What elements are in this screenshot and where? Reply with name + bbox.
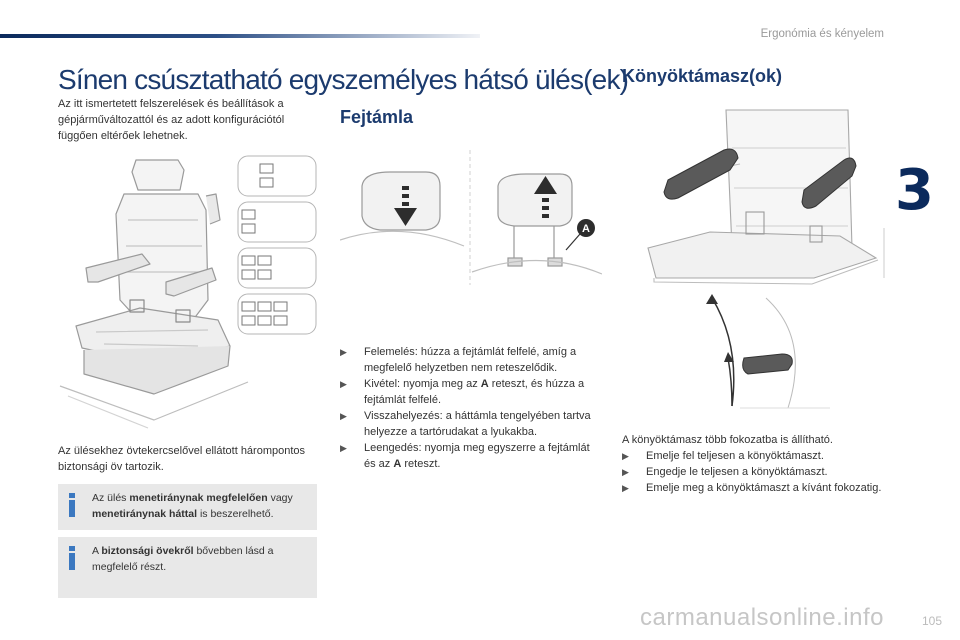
arrow-bullet-icon: ▶ — [622, 483, 629, 493]
info-box-orientation — [58, 484, 317, 530]
intro-text: Az itt ismertetett felszerelések és beállítások a gépjárműváltozattól és az adott konfigurációtól függően eltérőek lehetnek. — [58, 98, 285, 142]
info-box-seatbelt — [58, 537, 317, 598]
armrest-heading: Könyöktámasz(ok) — [622, 66, 783, 86]
watermark: carmanualsonline.info — [640, 604, 884, 631]
info-text: A biztonsági övekről bővebben lásd a megfelelő részt. — [92, 545, 274, 573]
seat-illustration — [58, 150, 320, 432]
arrow-bullet-icon: ▶ — [622, 467, 629, 477]
info-icon — [68, 546, 76, 570]
armrest-illustration — [640, 108, 890, 418]
list-item: ▶ Leengedés: nyomja meg egyszerre a fejtámlát és az A reteszt. — [340, 442, 590, 470]
armrest-instructions — [622, 448, 884, 496]
list-item: ▶ Emelje meg a könyöktámaszt a kívánt fokozatig. — [622, 482, 882, 494]
list-item: ▶ Felemelés: húzza a fejtámlát felfelé, amíg a megfelelő helyzetben nem reteszelődik. — [340, 346, 577, 374]
section-title: Ergonómia és kényelem — [760, 28, 884, 40]
arrow-bullet-icon: ▶ — [340, 347, 347, 357]
headrest-instructions — [340, 344, 602, 472]
info-text: Az ülés menetiránynak megfelelően vagy menetiránynak háttal is beszerelhető. — [92, 492, 293, 520]
arrow-bullet-icon: ▶ — [340, 379, 347, 389]
headrest-heading: Fejtámla — [340, 107, 414, 127]
headrest-illustration — [340, 150, 602, 285]
list-item: ▶ Visszahelyezés: a háttámla tengelyében tartva helyezze a tartórudakat a lyukakba. — [340, 410, 591, 438]
info-icon — [68, 493, 76, 517]
armrest-description: A könyöktámasz több fokozatba is állítható. — [622, 434, 833, 446]
arrow-bullet-icon: ▶ — [622, 451, 629, 461]
list-item: ▶ Emelje fel teljesen a könyöktámaszt. — [622, 450, 824, 462]
chapter-number: 3 — [895, 158, 934, 223]
list-item: ▶ Engedje le teljesen a könyöktámaszt. — [622, 466, 828, 478]
arrow-bullet-icon: ▶ — [340, 411, 347, 421]
arrow-bullet-icon: ▶ — [340, 443, 347, 453]
seatbelt-note: Az ülésekhez övtekercselővel ellátott hárompontos biztonsági öv tartozik. — [58, 445, 306, 473]
header-bar — [0, 34, 480, 38]
page-number: 105 — [921, 614, 942, 628]
list-item: ▶ Kivétel: nyomja meg az A reteszt, és húzza a fejtámlát felfelé. — [340, 378, 585, 406]
page-title: Sínen csúsztatható egyszemélyes hátsó ülés(ek) — [58, 64, 629, 95]
latch-label-A: A — [582, 223, 590, 235]
